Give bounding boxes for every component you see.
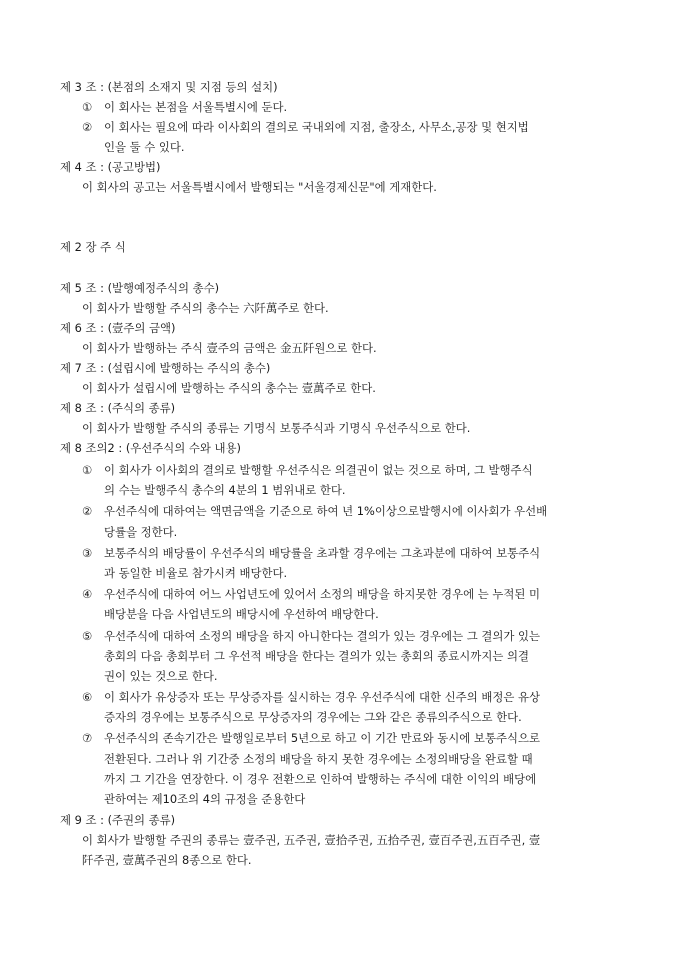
clause-number: ① [82, 463, 93, 477]
clause-text: 의 수는 발행주식 총수의 4분의 1 범위내로 한다. [104, 483, 346, 497]
clause-text: 증자의 경우에는 보통주식으로 무상증자의 경우에는 그와 같은 종류의주식으로 한다. [104, 710, 522, 724]
article-body: 이 회사가 발행할 주권의 종류는 壹주권, 五주권, 壹拾주권, 五拾주권, 壹百주권,五百주권, 壹 [82, 833, 541, 847]
chapter-heading: 제 2 장 주 식 [60, 240, 126, 254]
clause-text: 우선주식의 존속기간은 발행일로부터 5년으로 하고 이 기간 만료와 동시에 보통주식으로 [104, 731, 540, 745]
article-9-heading: 제 9 조 : (주권의 종류) [60, 813, 176, 827]
article-body: 이 회사가 설립시에 발행하는 주식의 총수는 壹萬주로 한다. [82, 381, 376, 395]
article-body: 이 회사가 발행할 주식의 종류는 기명식 보통주식과 기명식 우선주식으로 한다. [82, 421, 471, 435]
clause-text: 총회의 다음 총회부터 그 우선적 배당을 한다는 결의가 있는 총회의 종료시까지는 의결 [104, 649, 529, 663]
article-body: 이 회사가 발행할 주식의 총수는 六阡萬주로 한다. [82, 301, 329, 315]
clause-text: 전환된다. 그러나 위 기간중 소정의 배당을 하지 못한 경우에는 소정의배당을 완료할 때 [104, 752, 533, 766]
clause-text: 이 회사가 이사회의 결의로 발행할 우선주식은 의결권이 없는 것으로 하며, 그 발행주식 [104, 463, 533, 477]
clause-text: 과 동일한 비율로 참가시켜 배당한다. [104, 566, 288, 580]
article-8-heading: 제 8 조 : (주식의 종류) [60, 401, 176, 415]
article-body: 이 회사의 공고는 서울특별시에서 발행되는 "서울경제신문"에 게재한다. [82, 180, 437, 194]
clause-text: 관하여는 제10조의 4의 규정을 준용한다 [104, 792, 306, 806]
clause-number: ⑤ [82, 629, 93, 643]
clause-text: 이 회사가 유상증자 또는 무상증자를 실시하는 경우 우선주식에 대한 신주의 배정은 유상 [104, 690, 540, 704]
clause-text: 우선주식에 대하여 소정의 배당을 하지 아니한다는 결의가 있는 경우에는 그 결의가 있는 [104, 629, 540, 643]
clause-text: 당률을 정한다. [104, 525, 178, 539]
clause-number: ③ [82, 546, 93, 560]
clause-number: ② [82, 120, 93, 134]
clause-number: ⑦ [82, 731, 93, 745]
article-7-heading: 제 7 조 : (설립시에 발행하는 주식의 총수) [60, 361, 271, 375]
clause-number: ② [82, 504, 93, 518]
clause-text: 까지 그 기간을 연장한다. 이 경우 전환으로 인하여 발행하는 주식에 대한 이익의 배당에 [104, 772, 537, 786]
clause-number: ① [82, 100, 93, 114]
article-8-2-heading: 제 8 조의2 : (우선주식의 수와 내용) [60, 441, 241, 455]
article-5-heading: 제 5 조 : (발행예정주식의 총수) [60, 281, 220, 295]
clause-text: 이 회사는 본점을 서울특별시에 둔다. [104, 100, 288, 114]
clause-number: ④ [82, 587, 93, 601]
clause-text: 우선주식에 대하여 어느 사업년도에 있어서 소정의 배당을 하지못한 경우에 는 누적된 미 [104, 587, 540, 601]
article-3-heading: 제 3 조 : (본점의 소재지 및 지점 등의 설치) [60, 80, 278, 94]
clause-text: 이 회사는 필요에 따라 이사회의 결의로 국내외에 지점, 출장소, 사무소,공장 및 현지법 [104, 120, 529, 134]
clause-text: 인을 둘 수 있다. [104, 140, 185, 154]
clause-text: 우선주식에 대하여는 액면금액을 기준으로 하여 년 1%이상으로발행시에 이사회가 우선배 [104, 504, 548, 518]
clause-number: ⑥ [82, 690, 93, 704]
article-body: 이 회사가 발행하는 주식 壹주의 금액은 金五阡원으로 한다. [82, 341, 377, 355]
clause-text: 권이 있는 것으로 한다. [104, 669, 218, 683]
clause-text: 배당분을 다음 사업년도의 배당시에 우선하여 배당한다. [104, 607, 379, 621]
article-6-heading: 제 6 조 : (壹주의 금액) [60, 321, 176, 335]
article-body: 阡주권, 壹萬주권의 8종으로 한다. [82, 853, 252, 867]
clause-text: 보통주식의 배당률이 우선주식의 배당률을 초과할 경우에는 그초과분에 대하여 보통주식 [104, 546, 541, 560]
article-4-heading: 제 4 조 : (공고방법) [60, 160, 161, 174]
